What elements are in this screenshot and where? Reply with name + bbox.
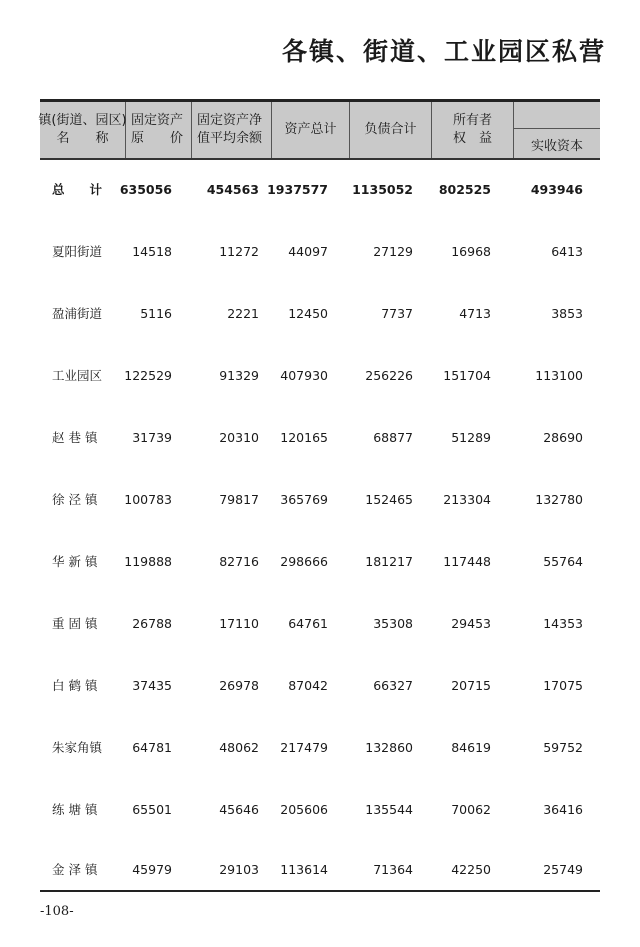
cell-c3: 1937577: [267, 182, 328, 197]
row-name: 赵 巷 镇: [52, 430, 98, 445]
header-bottom-rule: [40, 158, 600, 160]
cell-c1: 64781: [132, 740, 172, 755]
cell-c1: 37435: [132, 678, 172, 693]
cell-c6: 132780: [535, 492, 583, 507]
table-row: [40, 366, 600, 386]
cell-c5: 29453: [451, 616, 491, 631]
page-number: -108-: [40, 904, 74, 919]
header-equity-line1: 所有者: [452, 113, 492, 128]
row-name: 练 塘 镇: [52, 802, 98, 817]
cell-c5: 20715: [451, 678, 491, 693]
table-header: [40, 102, 600, 158]
row-name: 工业园区: [52, 368, 103, 383]
cell-c5: 151704: [443, 368, 491, 383]
cell-c2: 11272: [219, 244, 259, 259]
row-name: 盈浦街道: [52, 306, 103, 321]
header-total-assets-label: 资产总计: [284, 122, 337, 137]
cell-c3: 44097: [288, 244, 328, 259]
cell-c4: 1135052: [352, 182, 413, 197]
cell-c1: 65501: [132, 802, 172, 817]
table-row: [40, 738, 600, 758]
table-row: [40, 428, 600, 448]
cell-c3: 64761: [288, 616, 328, 631]
cell-c3: 87042: [288, 678, 328, 693]
header-fixed-line1: 固定资产: [131, 113, 184, 128]
cell-c3: 120165: [280, 430, 328, 445]
cell-c6: 3853: [551, 306, 583, 321]
cell-c2: 454563: [206, 182, 259, 197]
header-total-assets: [272, 102, 350, 158]
cell-c3: 12450: [288, 306, 328, 321]
cell-c5: 4713: [459, 306, 491, 321]
table-row: [40, 552, 600, 572]
header-name-line2: 名 称: [56, 131, 109, 146]
header-fixed-line2: 原 价: [131, 131, 184, 146]
cell-c5: 16968: [451, 244, 491, 259]
cell-c6: 28690: [543, 430, 583, 445]
cell-c2: 2221: [227, 306, 259, 321]
cell-c2: 26978: [219, 678, 259, 693]
cell-c2: 17110: [219, 616, 259, 631]
cell-c5: 70062: [451, 802, 491, 817]
cell-c5: 213304: [443, 492, 491, 507]
cell-c6: 113100: [535, 368, 583, 383]
cell-c3: 217479: [280, 740, 328, 755]
page-title: 各镇、街道、工业园区私营: [281, 37, 606, 66]
table-row: [40, 676, 600, 696]
header-paid-capital: 实收资本: [530, 138, 583, 154]
cell-c4: 135544: [365, 802, 413, 817]
table-row: [40, 242, 600, 262]
cell-c1: 5116: [140, 306, 172, 321]
cell-c1: 14518: [132, 244, 172, 259]
cell-c4: 66327: [373, 678, 413, 693]
cell-c3: 407930: [280, 368, 328, 383]
cell-c6: 55764: [543, 554, 583, 569]
cell-c4: 181217: [365, 554, 413, 569]
cell-c3: 298666: [280, 554, 328, 569]
cell-c3: 113614: [280, 862, 328, 877]
row-name: 夏阳街道: [52, 244, 103, 259]
row-name: 白 鹤 镇: [52, 678, 98, 693]
cell-c2: 20310: [219, 430, 259, 445]
table-row: [40, 614, 600, 634]
header-name: [40, 102, 126, 158]
cell-c6: 14353: [543, 616, 583, 631]
cell-c5: 84619: [451, 740, 491, 755]
table-row: [40, 304, 600, 324]
cell-c4: 35308: [373, 616, 413, 631]
header-net-line2: 值平均余额: [197, 131, 263, 146]
cell-c1: 119888: [124, 554, 172, 569]
cell-c2: 79817: [219, 492, 259, 507]
cell-c1: 100783: [124, 492, 172, 507]
row-name: 朱家角镇: [52, 740, 103, 755]
header-net-value: [192, 102, 272, 158]
cell-c5: 51289: [451, 430, 491, 445]
header-liabilities-label: 负债合计: [364, 122, 417, 137]
cell-c5: 802525: [438, 182, 491, 197]
table-row: [40, 490, 600, 510]
cell-c4: 71364: [373, 862, 413, 877]
cell-c1: 122529: [124, 368, 172, 383]
header-fixed-assets: [126, 102, 192, 158]
header-subrule: [514, 128, 600, 129]
cell-c2: 91329: [219, 368, 259, 383]
row-name: 金 泽 镇: [52, 862, 98, 877]
cell-c4: 132860: [365, 740, 413, 755]
cell-c1: 31739: [132, 430, 172, 445]
cell-c5: 117448: [443, 554, 491, 569]
cell-c2: 82716: [219, 554, 259, 569]
cell-c4: 7737: [381, 306, 413, 321]
cell-c4: 152465: [365, 492, 413, 507]
header-name-line1: 镇(街道、园区): [38, 113, 127, 128]
cell-c6: 17075: [543, 678, 583, 693]
row-name: 重 固 镇: [52, 616, 98, 631]
row-name: 徐 泾 镇: [52, 492, 98, 507]
cell-c1: 635056: [119, 182, 172, 197]
cell-c6: 25749: [543, 862, 583, 877]
table-row: [40, 800, 600, 820]
cell-c3: 365769: [280, 492, 328, 507]
cell-c6: 493946: [530, 182, 583, 197]
table-row: [40, 180, 600, 200]
cell-c6: 6413: [551, 244, 583, 259]
header-liabilities: [350, 102, 432, 158]
cell-c4: 68877: [373, 430, 413, 445]
cell-c4: 256226: [365, 368, 413, 383]
cell-c2: 48062: [219, 740, 259, 755]
cell-c1: 45979: [132, 862, 172, 877]
row-name: 总 计: [52, 182, 103, 197]
header-net-line1: 固定资产净: [197, 113, 263, 128]
cell-c5: 42250: [451, 862, 491, 877]
cell-c6: 59752: [543, 740, 583, 755]
cell-c2: 45646: [219, 802, 259, 817]
header-equity-line2: 权 益: [452, 131, 492, 146]
cell-c2: 29103: [219, 862, 259, 877]
row-name: 华 新 镇: [52, 554, 98, 569]
header-equity: [432, 102, 514, 158]
table-bottom-rule: [40, 890, 600, 892]
cell-c4: 27129: [373, 244, 413, 259]
cell-c6: 36416: [543, 802, 583, 817]
cell-c1: 26788: [132, 616, 172, 631]
table-row: [40, 860, 600, 880]
cell-c3: 205606: [280, 802, 328, 817]
